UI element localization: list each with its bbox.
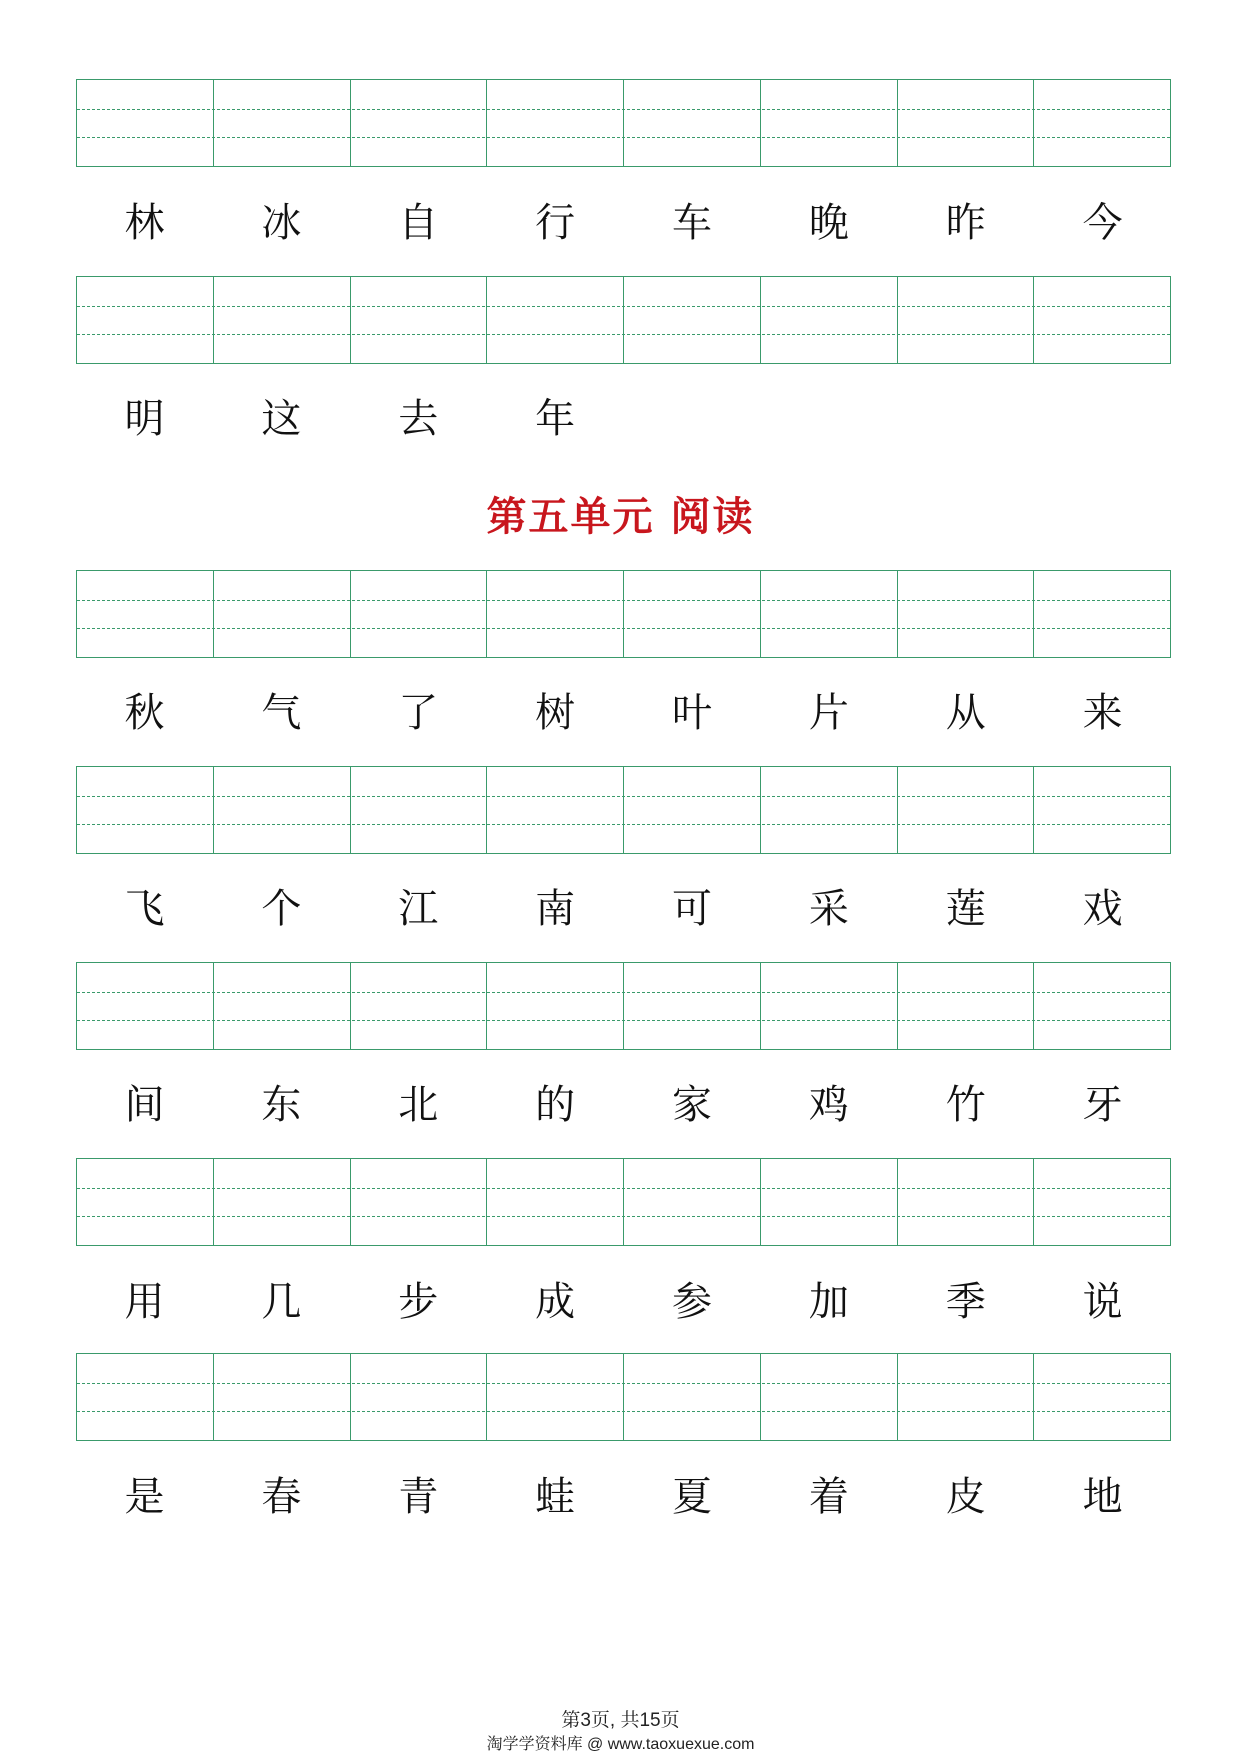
pinyin-cell bbox=[351, 80, 488, 166]
pinyin-cell bbox=[898, 80, 1035, 166]
pinyin-cell bbox=[1034, 1159, 1170, 1245]
character: 成 bbox=[535, 1279, 576, 1325]
pinyin-cell bbox=[214, 1159, 351, 1245]
character: 参 bbox=[671, 1279, 712, 1325]
pinyin-cell bbox=[487, 1159, 624, 1245]
pinyin-cell bbox=[351, 1159, 488, 1245]
character: 叶 bbox=[671, 690, 712, 736]
character: 东 bbox=[261, 1082, 302, 1128]
pinyin-cell bbox=[77, 963, 214, 1049]
character: 江 bbox=[398, 886, 439, 932]
character: 的 bbox=[535, 1082, 576, 1128]
character: 晚 bbox=[808, 200, 849, 246]
pinyin-cell bbox=[624, 767, 761, 853]
pinyin-cell bbox=[898, 277, 1035, 363]
pinyin-cell bbox=[487, 571, 624, 657]
pinyin-cell bbox=[214, 277, 351, 363]
character: 从 bbox=[945, 690, 986, 736]
character: 明 bbox=[124, 396, 165, 442]
source-watermark: 淘学学资料库 @ www.taoxuexue.com bbox=[486, 1736, 755, 1753]
character: 季 bbox=[945, 1279, 986, 1325]
character: 戏 bbox=[1082, 886, 1123, 932]
character: 着 bbox=[808, 1474, 849, 1520]
pinyin-cell bbox=[761, 571, 898, 657]
pinyin-cell bbox=[624, 1159, 761, 1245]
pinyin-cell bbox=[487, 80, 624, 166]
pinyin-writing-grid bbox=[76, 570, 1171, 658]
pinyin-cell bbox=[351, 963, 488, 1049]
character: 来 bbox=[1082, 690, 1123, 736]
pinyin-cell bbox=[898, 767, 1035, 853]
character: 北 bbox=[398, 1082, 439, 1128]
pinyin-cell bbox=[77, 1159, 214, 1245]
character: 说 bbox=[1082, 1279, 1123, 1325]
character: 气 bbox=[261, 690, 302, 736]
pinyin-cell bbox=[1034, 80, 1170, 166]
unit-title: 第五单元 阅读 bbox=[486, 493, 755, 540]
pinyin-cell bbox=[351, 277, 488, 363]
pinyin-cell bbox=[487, 277, 624, 363]
character: 可 bbox=[671, 886, 712, 932]
character: 蛙 bbox=[535, 1474, 576, 1520]
character: 飞 bbox=[124, 886, 165, 932]
pinyin-cell bbox=[214, 80, 351, 166]
pinyin-cell bbox=[1034, 767, 1170, 853]
character: 间 bbox=[124, 1082, 165, 1128]
pinyin-cell bbox=[77, 277, 214, 363]
character: 个 bbox=[261, 886, 302, 932]
pinyin-cell bbox=[624, 963, 761, 1049]
character: 加 bbox=[808, 1279, 849, 1325]
character-row bbox=[76, 183, 1171, 263]
pinyin-cell bbox=[761, 767, 898, 853]
character: 林 bbox=[124, 200, 165, 246]
character: 步 bbox=[398, 1279, 439, 1325]
page-number: 第3页, 共15页 bbox=[561, 1710, 680, 1731]
pinyin-cell bbox=[351, 571, 488, 657]
pinyin-cell bbox=[214, 963, 351, 1049]
character: 夏 bbox=[671, 1474, 712, 1520]
character: 树 bbox=[535, 690, 576, 736]
character: 行 bbox=[535, 200, 576, 246]
pinyin-cell bbox=[761, 277, 898, 363]
character: 是 bbox=[124, 1474, 165, 1520]
character: 冰 bbox=[261, 200, 302, 246]
character: 采 bbox=[808, 886, 849, 932]
character-row bbox=[76, 1457, 1171, 1537]
pinyin-cell bbox=[761, 1354, 898, 1440]
pinyin-cell bbox=[898, 571, 1035, 657]
pinyin-cell bbox=[77, 1354, 214, 1440]
character: 莲 bbox=[945, 886, 986, 932]
pinyin-cell bbox=[761, 80, 898, 166]
character: 秋 bbox=[124, 690, 165, 736]
pinyin-cell bbox=[487, 963, 624, 1049]
pinyin-cell bbox=[487, 1354, 624, 1440]
pinyin-cell bbox=[487, 767, 624, 853]
character: 牙 bbox=[1082, 1082, 1123, 1128]
pinyin-cell bbox=[1034, 277, 1170, 363]
pinyin-cell bbox=[1034, 1354, 1170, 1440]
character: 皮 bbox=[945, 1474, 986, 1520]
character-row bbox=[76, 379, 1171, 459]
character: 鸡 bbox=[808, 1082, 849, 1128]
character: 地 bbox=[1082, 1474, 1123, 1520]
pinyin-cell bbox=[77, 767, 214, 853]
pinyin-cell bbox=[624, 1354, 761, 1440]
pinyin-cell bbox=[77, 571, 214, 657]
character: 自 bbox=[398, 200, 439, 246]
pinyin-writing-grid bbox=[76, 766, 1171, 854]
character: 青 bbox=[398, 1474, 439, 1520]
pinyin-cell bbox=[898, 1159, 1035, 1245]
pinyin-writing-grid bbox=[76, 79, 1171, 167]
character: 这 bbox=[261, 396, 302, 442]
character: 春 bbox=[261, 1474, 302, 1520]
character: 家 bbox=[671, 1082, 712, 1128]
pinyin-cell bbox=[214, 571, 351, 657]
pinyin-cell bbox=[214, 767, 351, 853]
character: 去 bbox=[398, 396, 439, 442]
character: 今 bbox=[1082, 200, 1123, 246]
pinyin-cell bbox=[351, 1354, 488, 1440]
pinyin-cell bbox=[624, 571, 761, 657]
character: 片 bbox=[808, 690, 849, 736]
character: 了 bbox=[398, 690, 439, 736]
pinyin-writing-grid bbox=[76, 1158, 1171, 1246]
pinyin-cell bbox=[761, 963, 898, 1049]
character: 年 bbox=[535, 396, 576, 442]
pinyin-writing-grid bbox=[76, 1353, 1171, 1441]
pinyin-cell bbox=[624, 277, 761, 363]
pinyin-cell bbox=[1034, 963, 1170, 1049]
pinyin-cell bbox=[1034, 571, 1170, 657]
pinyin-cell bbox=[214, 1354, 351, 1440]
pinyin-cell bbox=[77, 80, 214, 166]
character: 几 bbox=[261, 1279, 302, 1325]
character: 车 bbox=[671, 200, 712, 246]
character-row bbox=[76, 869, 1171, 949]
pinyin-cell bbox=[624, 80, 761, 166]
pinyin-cell bbox=[351, 767, 488, 853]
character-row bbox=[76, 673, 1171, 753]
character-row bbox=[76, 1065, 1171, 1145]
character: 南 bbox=[535, 886, 576, 932]
pinyin-writing-grid bbox=[76, 962, 1171, 1050]
pinyin-cell bbox=[898, 1354, 1035, 1440]
character: 竹 bbox=[945, 1082, 986, 1128]
character: 用 bbox=[124, 1279, 165, 1325]
pinyin-cell bbox=[761, 1159, 898, 1245]
pinyin-cell bbox=[898, 963, 1035, 1049]
character: 昨 bbox=[945, 200, 986, 246]
pinyin-writing-grid bbox=[76, 276, 1171, 364]
character-row bbox=[76, 1262, 1171, 1342]
